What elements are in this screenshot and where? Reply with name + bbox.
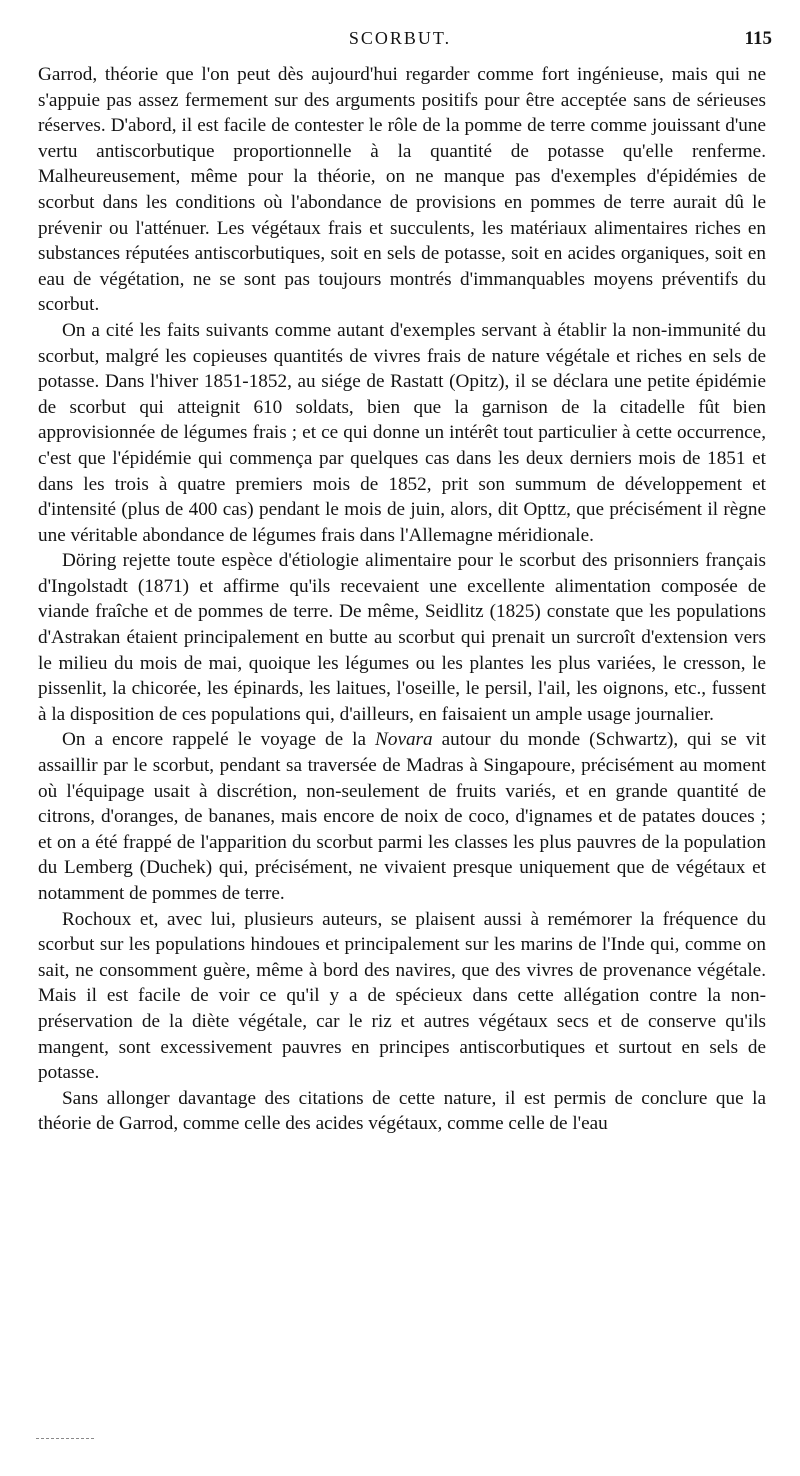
paragraph-6: [38, 1086, 766, 1137]
paragraph-3: [38, 548, 766, 727]
body-text: [38, 62, 766, 1137]
paragraph-1: [38, 62, 766, 318]
paragraph-2: [38, 318, 766, 548]
paragraph-4: [38, 727, 766, 906]
running-title: SCORBUT.: [348, 28, 452, 48]
paragraph-4-text-start: On a encore rappelé le voyage de la: [62, 729, 376, 751]
footer-rule: [36, 1438, 94, 1439]
running-head: [0, 28, 800, 52]
paragraph-2-text: On a cité les faits suivants comme autant d'exemples servant à établir la non-immunité du scorbut, malgré les copieuses quantités de vivres frais de nature végétale et riches en sels de potasse. Dans l'hiver 1851-1852, au siége de Rastatt (Opitz), il se déclara une petite épidémie de scorbut qui atteignit 610 soldats, bien que la garnison de la citadelle fût bien approvisionnée de légumes frais ; et ce qui donne un intérêt tout particulier à cette occurrence, c'est que l'épidémie qui commença par quelques cas dans les deux derniers mois de 1851 et dans les trois à quatre premiers mois de 1852, prit son summum de développement et d'intensité (plus de 400 cas) pendant le mois de juin, alors, dit Opttz, que précisément il règne une véritable abondance de légumes frais dans l'Allemagne méridionale.: [38, 319, 766, 546]
page-number: 115: [744, 28, 772, 49]
paragraph-5-text: Rochoux et, avec lui, plusieurs auteurs, se plaisent aussi à remémorer la fréquence du scorbut sur les populations hindoues et principalement sur les marins de l'Inde qui, comme on sait, ne consomment guère, même à bord des navires, que des vivres de provenance végétale. Mais il est facile de voir ce qu'il y a de spécieux dans cette allégation contre la non-préservation de la diète végétale, car le riz et autres végétaux secs et de conserve qu'ils mangent, sont excessivement pauvres en principes antiscorbutiques et surtout en sels de potasse.: [38, 908, 766, 1084]
paragraph-6-text: Sans allonger davantage des citations de cette nature, il est permis de conclure que la théorie de Garrod, comme celle des acides végétaux, comme celle de l'eau: [38, 1087, 766, 1135]
paragraph-3-text: Döring rejette toute espèce d'étiologie alimentaire pour le scorbut des prisonniers français d'Ingolstadt (1871) et affirme qu'ils recevaient une excellente alimentation composée de viande fraîche et de pommes de terre. De même, Seidlitz (1825) constate que les populations d'Astrakan étaient principalement en butte au scorbut qui prenait un surcroît d'extension vers le milieu du mois de mai, quoique les légumes ou les plantes les plus variées, le cresson, le pissenlit, la chicorée, les épinards, les laitues, l'oseille, le persil, l'ail, les oignons, etc., fussent à la disposition de ces populations qui, d'ailleurs, en faisaient un ample usage journalier.: [38, 550, 766, 725]
ship-name-italic: Novara: [375, 729, 433, 751]
paragraph-5: [38, 907, 766, 1086]
paragraph-1-text: Garrod, théorie que l'on peut dès aujourd'hui regarder comme fort ingénieuse, mais qui ne s'appuie pas assez fermement sur des arguments positifs pour être acceptée sans de sérieuses réserves. D'abord, il est facile de contester le rôle de la pomme de terre comme jouissant d'une vertu antiscorbutique proportionnelle à la quantité de potasse qu'elle renferme. Malheureusement, même pour la théorie, on ne manque pas d'exemples d'épidémies de scorbut dans les conditions où l'abondance de provisions en pommes de terre aurait dû le prévenir ou l'atténuer. Les végétaux frais et succulents, les matériaux alimentaires riches en substances réputées antiscorbutiques, soit en sels de potasse, soit en acides organiques, soit en eau de végétation, ne se sont pas toujours montrés d'immanquables moyens préventifs du scorbut.: [38, 64, 766, 316]
paragraph-4-text-end: autour du monde (Schwartz), qui se vit assaillir par le scorbut, pendant sa traversée de Madras à Singapoure, précisément au moment où l'équipage usait à discrétion, non-seulement de fruits variés, et en grande quantité de citrons, d'oranges, de bananes, mais encore de noix de coco, d'ignames et de patates douces ; et on a été frappé de l'apparition du scorbut parmi les classes les plus pauvres de la population du Lemberg (Duchek) qui, précisément, ne vivaient presque uniquement que de végétaux et notamment de pommes de terre.: [38, 729, 767, 904]
